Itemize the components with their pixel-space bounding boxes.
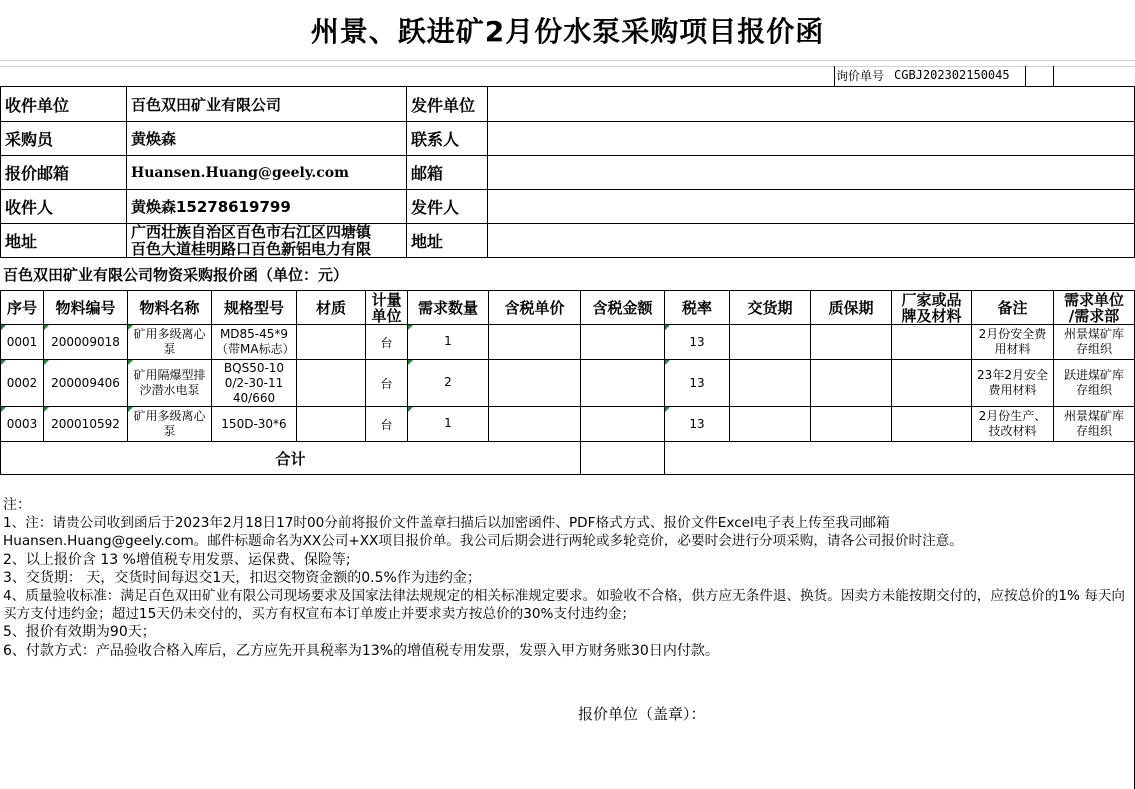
address-line-1: 广西壮族自治区百色市右江区四塘镇 [131, 224, 372, 241]
col-material: 材质 [315, 299, 346, 317]
grid-line [487, 86, 488, 257]
cell-marker-icon [44, 360, 49, 365]
row3-spec: 150D-30*6 [221, 416, 287, 431]
email-label: 报价邮箱 [5, 164, 70, 183]
contact-label: 联系人 [411, 130, 460, 149]
row2-tax: 13 [689, 376, 705, 390]
note-line: 6、付款方式：产品验收合格入库后，乙方应先开具税率为13%的增值税专用发票，发票入甲方财务账30日内付款。 [3, 642, 719, 659]
row2-dept: 跃进煤矿库存组织 [1063, 368, 1124, 397]
address-value [127, 224, 406, 257]
cell-marker-icon [1, 407, 6, 412]
note-line: Huansen.Huang@geely.com。邮件标题命名为XX公司+XX项目报价单。我公司后期会进行两轮或多轮竞价，必要时会进行分项采购，请各公司报价时注意。 [3, 533, 963, 550]
col-price: 含税单价 [504, 299, 565, 317]
col-brand [892, 291, 971, 324]
note-line: 1、注：请贵公司收到函后于2023年2月18日17时00分前将报价文件盖章扫描后以加密函件、PDF格式方式、报价文件Excel电子表上传至我司邮箱 [3, 515, 890, 532]
col-qty: 需求数量 [417, 299, 478, 317]
note-line: 4、质量验收标准：满足百色双田矿业有限公司现场要求及国家法律法规规定的相关标准规定要求。如验收不合格，供方应无条件退、换货。因卖方未能按期交付的，应按总价的1% 每天向买方支付违约金；超过15天仍未交付的，买方有权宣布本订单废止并要求卖方按总价的30%支付违约金； [3, 588, 1126, 623]
cell-marker-icon [665, 325, 670, 330]
col-spec: 规格型号 [223, 299, 284, 317]
grid-line [0, 60, 1135, 61]
row2-code: 200009406 [51, 376, 120, 390]
cell-marker-icon [128, 407, 133, 412]
email-value: Huansen.Huang@geely.com [131, 164, 349, 181]
row1-dept: 州景煤矿库存组织 [1063, 327, 1124, 356]
col-dept-line1: 需求单位 [1063, 291, 1124, 309]
page-title: 州景、跃进矿2月份水泵采购项目报价函 [310, 15, 825, 48]
note-line: 2、以上报价含 13 %增值税专用发票、运保费、保险等; [3, 551, 351, 568]
stamp-label: 报价单位（盖章）： [578, 704, 706, 723]
buyer-label: 采购员 [5, 130, 54, 149]
row2-remark: 23年2月安全费用材料 [977, 368, 1048, 397]
col-dept [1054, 291, 1134, 324]
note-line: 5、报价有效期为90天； [3, 624, 156, 641]
row1-code: 200009018 [51, 335, 120, 349]
row1-qty: 1 [444, 334, 452, 348]
col-dept-line2: /需求部 [1068, 307, 1120, 324]
address2-label: 地址 [411, 232, 444, 251]
col-unit-line2: 单位 [371, 307, 402, 324]
row1-seq: 0001 [6, 335, 38, 349]
recv-unit-label: 收件单位 [5, 95, 70, 115]
buyer-value: 黄焕森 [131, 130, 177, 148]
col-brand-line2: 牌及材料 [901, 307, 962, 324]
cell-marker-icon [44, 325, 49, 330]
row3-seq: 0003 [6, 417, 38, 431]
recv-unit-value: 百色双田矿业有限公司 [131, 95, 282, 114]
row2-unit: 台 [380, 376, 393, 391]
row3-unit: 台 [380, 417, 393, 432]
send-unit-label: 发件单位 [411, 95, 476, 115]
col-tax: 税率 [681, 299, 712, 317]
inquiry-number-value: CGBJ202302150045 [894, 68, 1010, 82]
col-name: 物料名称 [139, 299, 200, 317]
inquiry-number-label: 询价单号 [836, 68, 885, 83]
mail-label: 邮箱 [411, 164, 444, 183]
cell-marker-icon [1, 325, 6, 330]
col-warranty: 质保期 [828, 299, 874, 317]
cell-marker-icon [128, 360, 133, 365]
row2-name: 矿用隔爆型排沙潜水电泵 [133, 368, 206, 397]
col-remark: 备注 [997, 299, 1028, 317]
address-label: 地址 [5, 232, 38, 251]
row3-name: 矿用多级离心泵 [133, 409, 206, 438]
row2-qty: 2 [444, 375, 452, 389]
total-label: 合计 [275, 449, 306, 468]
cell-marker-icon [665, 360, 670, 365]
row2-spec: BQS50-100/2-30-1140/660 [223, 360, 285, 405]
row3-remark: 2月份生产、技改材料 [978, 409, 1047, 438]
sender-label: 发件人 [411, 198, 460, 217]
recipient-label: 收件人 [5, 198, 54, 217]
cell-marker-icon [408, 360, 413, 365]
col-delivery: 交货期 [747, 299, 793, 317]
col-unit-line1: 计量 [371, 291, 402, 309]
cell-marker-icon [44, 407, 49, 412]
grid-line [1025, 66, 1026, 86]
grid-line [1053, 66, 1054, 86]
note-line: 注： [3, 497, 31, 513]
table-caption: 百色双田矿业有限公司物资采购报价函（单位：元） [3, 265, 349, 284]
note-line: 3、交货期： 天，交货时间每迟交1天，扣迟交物资金额的0.5%作为违约金； [3, 569, 481, 586]
cell-marker-icon [128, 325, 133, 330]
col-brand-line1: 厂家或品 [901, 291, 962, 309]
row3-code: 200010592 [51, 417, 120, 431]
cell-marker-icon [408, 407, 413, 412]
grid-line [0, 474, 1135, 475]
row1-unit: 台 [380, 335, 393, 350]
col-amount: 含税金额 [592, 299, 653, 317]
row2-seq: 0002 [6, 376, 38, 390]
notes-section [3, 496, 1133, 660]
cell-marker-icon [408, 325, 413, 330]
col-unit [366, 291, 407, 324]
row1-name: 矿用多级离心泵 [133, 327, 206, 356]
address-line-2: 百色大道桂明路口百色新铝电力有限 [131, 240, 372, 257]
col-code: 物料编号 [55, 299, 116, 317]
col-seq: 序号 [6, 299, 37, 317]
cell-marker-icon [665, 407, 670, 412]
cell-marker-icon [1, 360, 6, 365]
row3-qty: 1 [444, 416, 452, 430]
row1-remark: 2月份安全费用材料 [978, 327, 1047, 356]
recipient-value: 黄焕森15278619799 [131, 198, 291, 216]
row3-dept: 州景煤矿库存组织 [1063, 409, 1124, 438]
row3-tax: 13 [689, 417, 705, 431]
grid-line [834, 66, 835, 86]
row1-spec: MD85-45*9（带MA标志） [216, 327, 295, 356]
row1-tax: 13 [689, 335, 705, 349]
